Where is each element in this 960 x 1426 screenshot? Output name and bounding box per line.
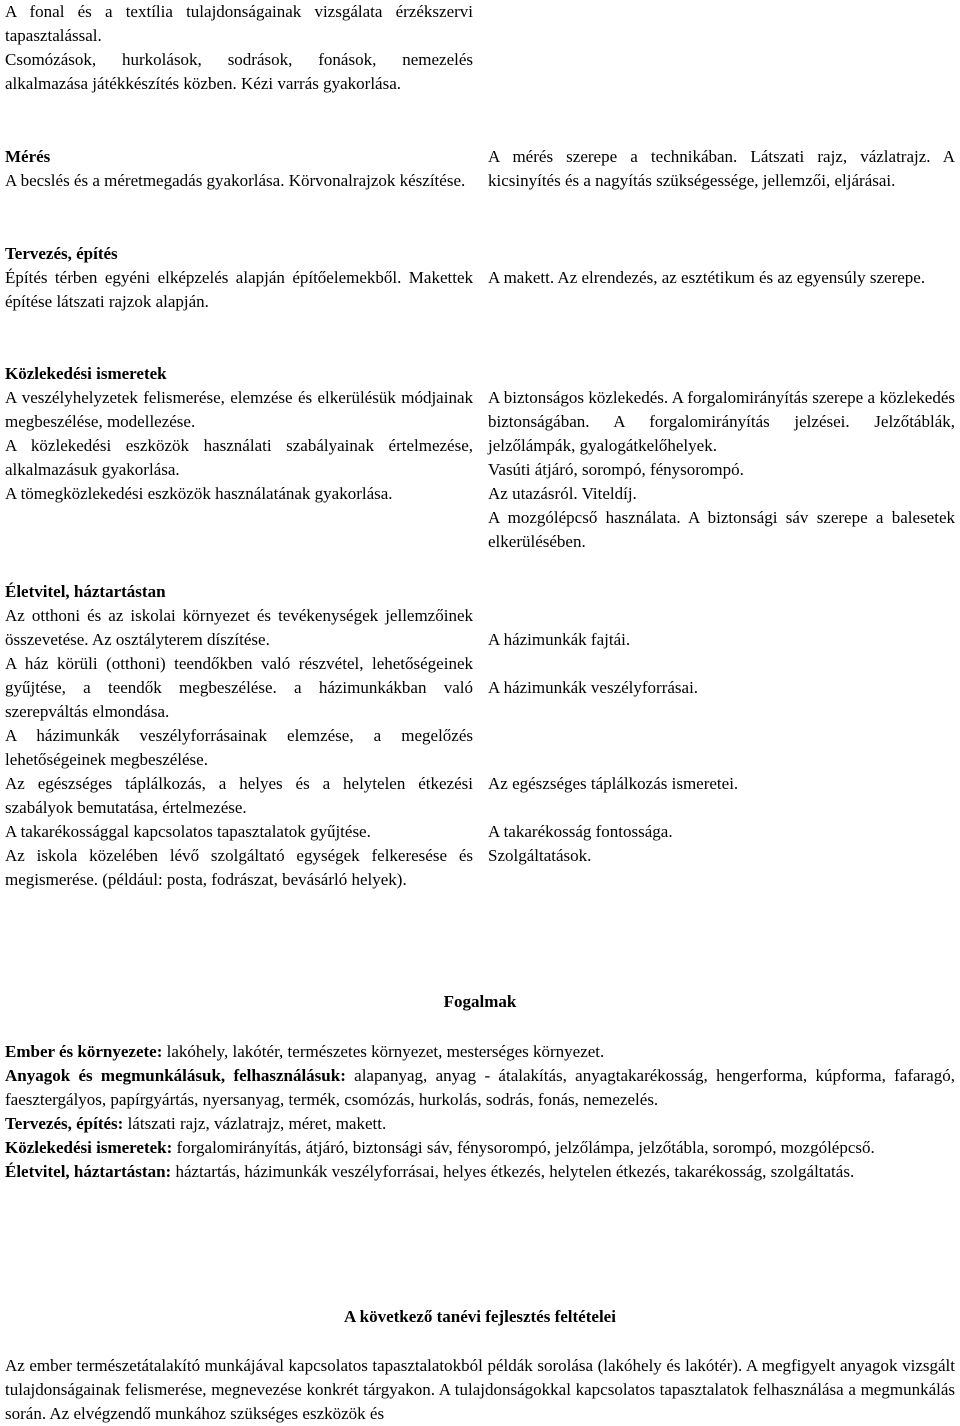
fogalmak-item (5, 1160, 955, 1184)
fogalmak-term: Ember és környezete: (5, 1042, 163, 1061)
section-meres-right (488, 145, 955, 193)
fogalmak-term: Közlekedési ismeretek: (5, 1138, 173, 1157)
section-text: Szolgáltatások. (488, 846, 592, 865)
section-text: Az egészséges táplálkozás, a helyes és a helytelen étkezési szabályok bemutatása, értelmezése. (5, 774, 473, 817)
section-eletvitel-right (488, 628, 955, 652)
section-tervezes-left (5, 242, 473, 314)
intro-paragraph: A fonal és a textília tulajdonságainak vizsgálata érzékszervi tapasztalással. (5, 2, 473, 45)
section-text: Építés térben egyéni elképzelés alapján építőelemekből. Makettek építése látszati rajzok alapján. (5, 268, 473, 311)
fogalmak-item (5, 1040, 955, 1064)
fogalmak-term: Tervezés, építés: (5, 1114, 124, 1133)
intro-paragraph: Csomózások, hurkolások, sodrások, fonások, nemezelés alkalmazása játékkészítés közben. Kézi varrás gyakorlása. (5, 50, 473, 93)
section-tervezes-right (488, 266, 955, 290)
section-text: Az utazásról. Viteldíj. (488, 484, 637, 503)
section-text: A makett. Az elrendezés, az esztétikum és az egyensúly szerepe. (488, 268, 926, 287)
section-text: Az egészséges táplálkozás ismeretei. (488, 774, 739, 793)
section-text: A biztonságos közlekedés. A forgalomirányítás szerepe a közlekedés biztonságában. A forgalomirányítás jelzései. Jelzőtáblák, jelzőlámpák, gyalogátkelőhelyek. (488, 388, 955, 455)
section-text: A ház körüli (otthoni) teendőkben való részvétel, lehetőségeinek gyűjtése, a teendők megbeszélése. a házimunkákban való szerepváltás elmondása. (5, 654, 473, 721)
section-text: A becslés és a méretmegadás gyakorlása. Körvonalrajzok készítése. (5, 171, 466, 190)
section-eletvitel-right (488, 820, 955, 868)
section-text: A mérés szerepe a technikában. Látszati rajz, vázlatrajz. A kicsinyítés és a nagyítás szükségessége, jellemzői, eljárásai. (488, 147, 955, 190)
fogalmak-text: forgalomirányítás, átjáró, biztonsági sáv, fénysorompó, jelzőlámpa, jelzőtábla, sorompó, mozgólépcső. (172, 1138, 875, 1157)
section-text: Az otthoni és az iskolai környezet és tevékenységek jellemzőinek összevetése. Az osztályterem díszítése. (5, 606, 473, 649)
fogalmak-title: Fogalmak (443, 992, 517, 1011)
fogalmak-term: Anyagok és megmunkálásuk, felhasználásuk: (5, 1066, 346, 1085)
feltetelek-text: Az ember természetátalakító munkájával kapcsolatos tapasztalatokból példák sorolása (lakóhely és lakótér). A megfigyelt anyagok vizsgált tulajdonságainak felismerése, megnevezése konkrét tárgyakon. A tulajdonságokkal kapcsolatos tapasztalatok felhasználása a megmunkálás során. Az elvégzendő munkához szükséges eszközök és (5, 1356, 955, 1423)
section-text: A házimunkák veszélyforrásainak elemzése, a megelőzés lehetőségeinek megbeszélése. (5, 726, 473, 769)
feltetelek-title: A következő tanévi fejlesztés feltételei (344, 1307, 616, 1326)
section-text: A tömegközlekedési eszközök használatának gyakorlása. (5, 484, 393, 503)
section-heading: Mérés (5, 147, 51, 166)
fogalmak-text: látszati rajz, vázlatrajz, méret, makett. (123, 1114, 387, 1133)
section-heading: Életvitel, háztartástan (5, 582, 166, 601)
section-text: A házimunkák veszélyforrásai. (488, 678, 699, 697)
feltetelek-block (5, 1354, 955, 1426)
fogalmak-item (5, 1112, 955, 1136)
fogalmak-text: alapanyag, anyag - átalakítás, anyagtakarékosság, hengerforma, kúpforma, fafaragó, faesztergályos, papírgyártás, nyersanyag, termék, csomózás, hurkolás, sodrás, fonás, nemezelés. (5, 1066, 955, 1109)
fogalmak-text: háztartás, házimunkák veszélyforrásai, helyes étkezés, helytelen étkezés, takarékosság, szolgáltatás. (171, 1162, 855, 1181)
section-heading: Tervezés, építés (5, 244, 118, 263)
section-eletvitel-right (488, 676, 955, 700)
section-text: A takarékossággal kapcsolatos tapasztalatok gyűjtése. (5, 822, 371, 841)
section-heading: Közlekedési ismeretek (5, 364, 167, 383)
section-text: A házimunkák fajtái. (488, 630, 631, 649)
intro-block (5, 0, 473, 96)
section-text: Az iskola közelében lévő szolgáltató egységek felkeresése és megismerése. (például: posta, fodrászat, bevásárló helyek). (5, 846, 473, 889)
section-text: A mozgólépcső használata. A biztonsági sáv szerepe a balesetek elkerülésében. (488, 508, 955, 551)
section-eletvitel-left (5, 580, 473, 892)
section-kozlekedes-left (5, 362, 473, 506)
section-eletvitel-right (488, 772, 955, 796)
section-text: Vasúti átjáró, sorompó, fénysorompó. (488, 460, 744, 479)
section-text: A veszélyhelyzetek felismerése, elemzése és elkerülésük módjainak megbeszélése, modellezése. (5, 388, 473, 431)
section-kozlekedes-right (488, 386, 955, 554)
section-text: A közlekedési eszközök használati szabályainak értelmezése, alkalmazásuk gyakorlása. (5, 436, 473, 479)
fogalmak-item (5, 1136, 955, 1160)
fogalmak-item (5, 1064, 955, 1112)
fogalmak-term: Életvitel, háztartástan: (5, 1162, 172, 1181)
fogalmak-list (5, 1040, 955, 1184)
fogalmak-text: lakóhely, lakótér, természetes környezet, mesterséges környezet. (162, 1042, 605, 1061)
section-meres-left (5, 145, 473, 193)
section-text: A takarékosság fontossága. (488, 822, 673, 841)
